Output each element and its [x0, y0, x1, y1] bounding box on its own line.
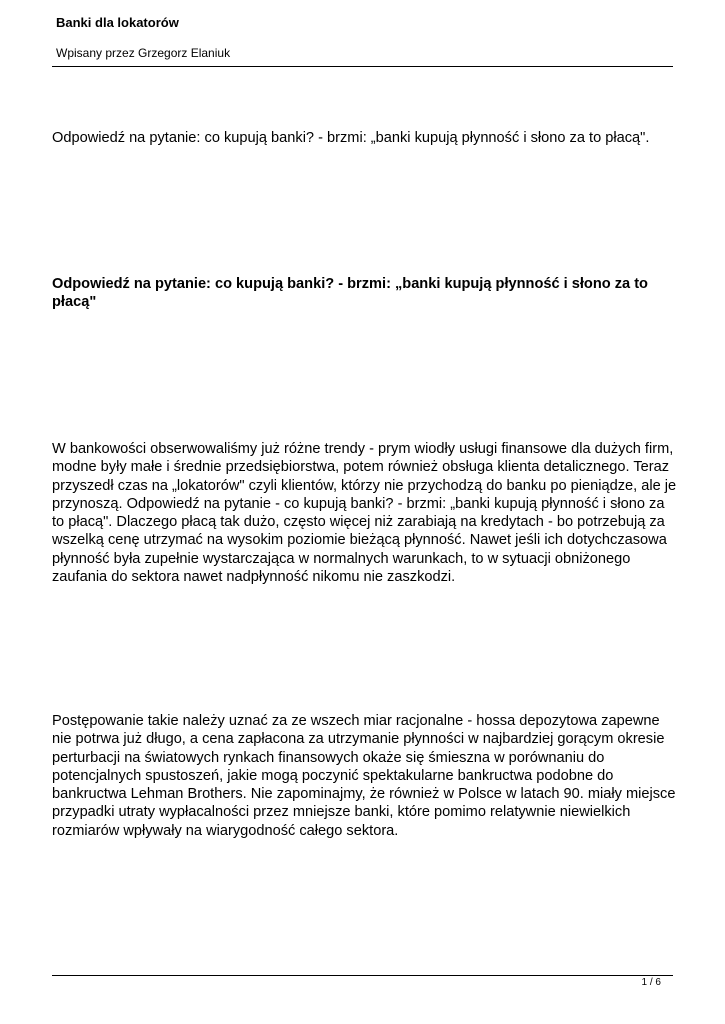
document-title: Banki dla lokatorów: [56, 15, 179, 30]
body-paragraph-1: W bankowości obserwowaliśmy już różne trendy - prym wiodły usługi finansowe dla dużych firm, modne były małe i średnie przedsiębiorstwa, potem również obsługa klienta detalicznego. Teraz przyszedł czas na „lokatorów" czyli klientów, którzy nie przychodzą do banku po pieniądze, ale je przynoszą. Odpowiedź na pytanie - co kupują banki? - brzmi: „banki kupują płynność i słono za to płacą". Dlaczego płacą tak dużo, często więcej niż zarabiają na kredytach - bo potrzebują za wszelką cenę utrzymać na wysokim poziomie bieżącą płynność. Nawet jeśli ich dotychczasowa płynność była zupełnie wystarczająca w normalnych warunkach, to w sytuacji obniżonego zaufania do sektora nawet nadpłynność nikomu nie zaszkodzi.: [52, 441, 677, 586]
header-divider: [52, 66, 673, 67]
page-number: 1 / 6: [641, 977, 661, 988]
footer-divider: [52, 975, 673, 976]
intro-paragraph: Odpowiedź na pytanie: co kupują banki? - brzmi: „banki kupują płynność i słono za to płacą".: [52, 130, 650, 146]
author-line: Wpisany przez Grzegorz Elaniuk: [56, 46, 231, 60]
section-heading: Odpowiedź na pytanie: co kupują banki? - brzmi: „banki kupują płynność i słono za to płacą": [52, 276, 648, 311]
body-paragraph-2: Postępowanie takie należy uznać za ze wszech miar racjonalne - hossa depozytowa zapewne nie potrwa już długo, a cena zapłacona za utrzymanie płynności w najbardziej gorącym okresie perturbacji na światowych rynkach finansowych okaże się śmieszna w porównaniu do potencjalnych spustoszeń, jakie mogą poczynić spektakularne bankructwa podobne do bankructwa Lehman Brothers. Nie zapominajmy, że również w Polsce w latach 90. miały miejsce przypadki utraty wypłacalności przez mniejsze banki, które pomimo relatywnie niewielkich rozmiarów wpływały na wiarygodność całego sektora.: [52, 713, 676, 839]
